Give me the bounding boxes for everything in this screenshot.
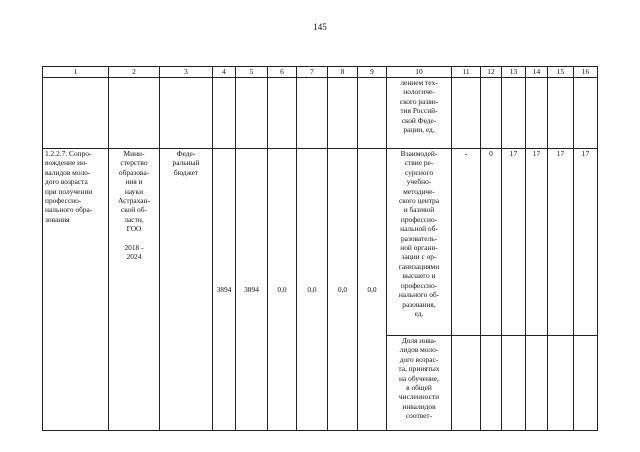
header-cell: 13: [502, 67, 526, 78]
indicator-value: 17: [526, 149, 548, 336]
continued-row: [43, 78, 598, 149]
indicator-name: Взаимодей- ствие ре- сурсного учебно- методиче- ского центра и базовой профессио- нальной об- разователь- ной органи- зации с ор- ганизациями высшего и профессио- нального об- разования, ед.: [387, 149, 452, 336]
measure-name: 1.2.2.7. Сопро- вождение ин- валидов моло- дого возраста при получении профессио- нального обра- зования: [43, 149, 109, 431]
executor-cell: [109, 149, 160, 431]
page-number: 145: [313, 22, 327, 32]
continued-indicator-text: лением тех- нологиче- ского разви- тия Россий- ской Феде- рации, ед.: [387, 78, 452, 149]
header-cell: 2: [109, 67, 160, 78]
indicator-value: 17: [548, 149, 574, 336]
header-cell: 1: [43, 67, 109, 78]
header-cell: 16: [574, 67, 598, 78]
funding-year-2: 0,0: [268, 149, 297, 431]
indicator-value: -: [452, 149, 481, 336]
funding-year-5: 0,0: [358, 149, 387, 431]
measures-table: [42, 66, 598, 431]
header-cell: 10: [387, 67, 452, 78]
header-cell: 5: [236, 67, 268, 78]
indicator-value: 17: [574, 149, 598, 336]
indicator-name: Доля инва- лидов моло- дого возрас- та, принятых на обучение, в общей численности инвалидов соответ-: [387, 336, 452, 431]
funding-year-3: 0,0: [297, 149, 328, 431]
header-cell: 15: [548, 67, 574, 78]
header-cell: 7: [297, 67, 328, 78]
funding-year-1: 3894: [236, 149, 268, 431]
header-cell: 14: [526, 67, 548, 78]
header-cell: 3: [160, 67, 213, 78]
header-cell: 12: [481, 67, 502, 78]
header-cell: 4: [213, 67, 236, 78]
measure-row: [43, 149, 598, 336]
total-funding: 3894: [213, 149, 236, 431]
header-row: [43, 67, 598, 78]
indicator-value: 0: [481, 149, 502, 336]
funding-year-4: 0,0: [328, 149, 358, 431]
header-cell: 11: [452, 67, 481, 78]
indicator-value: 17: [502, 149, 526, 336]
period: 2018 - 2024: [124, 242, 144, 262]
header-cell: 8: [328, 67, 358, 78]
executor-name: Мини- стерство образова- ния и науки Астрахан- ской об- ласти, ГОО: [117, 149, 151, 234]
header-cell: 6: [268, 67, 297, 78]
header-cell: 9: [358, 67, 387, 78]
funding-source: Феде- ральный бюджет: [160, 149, 213, 431]
